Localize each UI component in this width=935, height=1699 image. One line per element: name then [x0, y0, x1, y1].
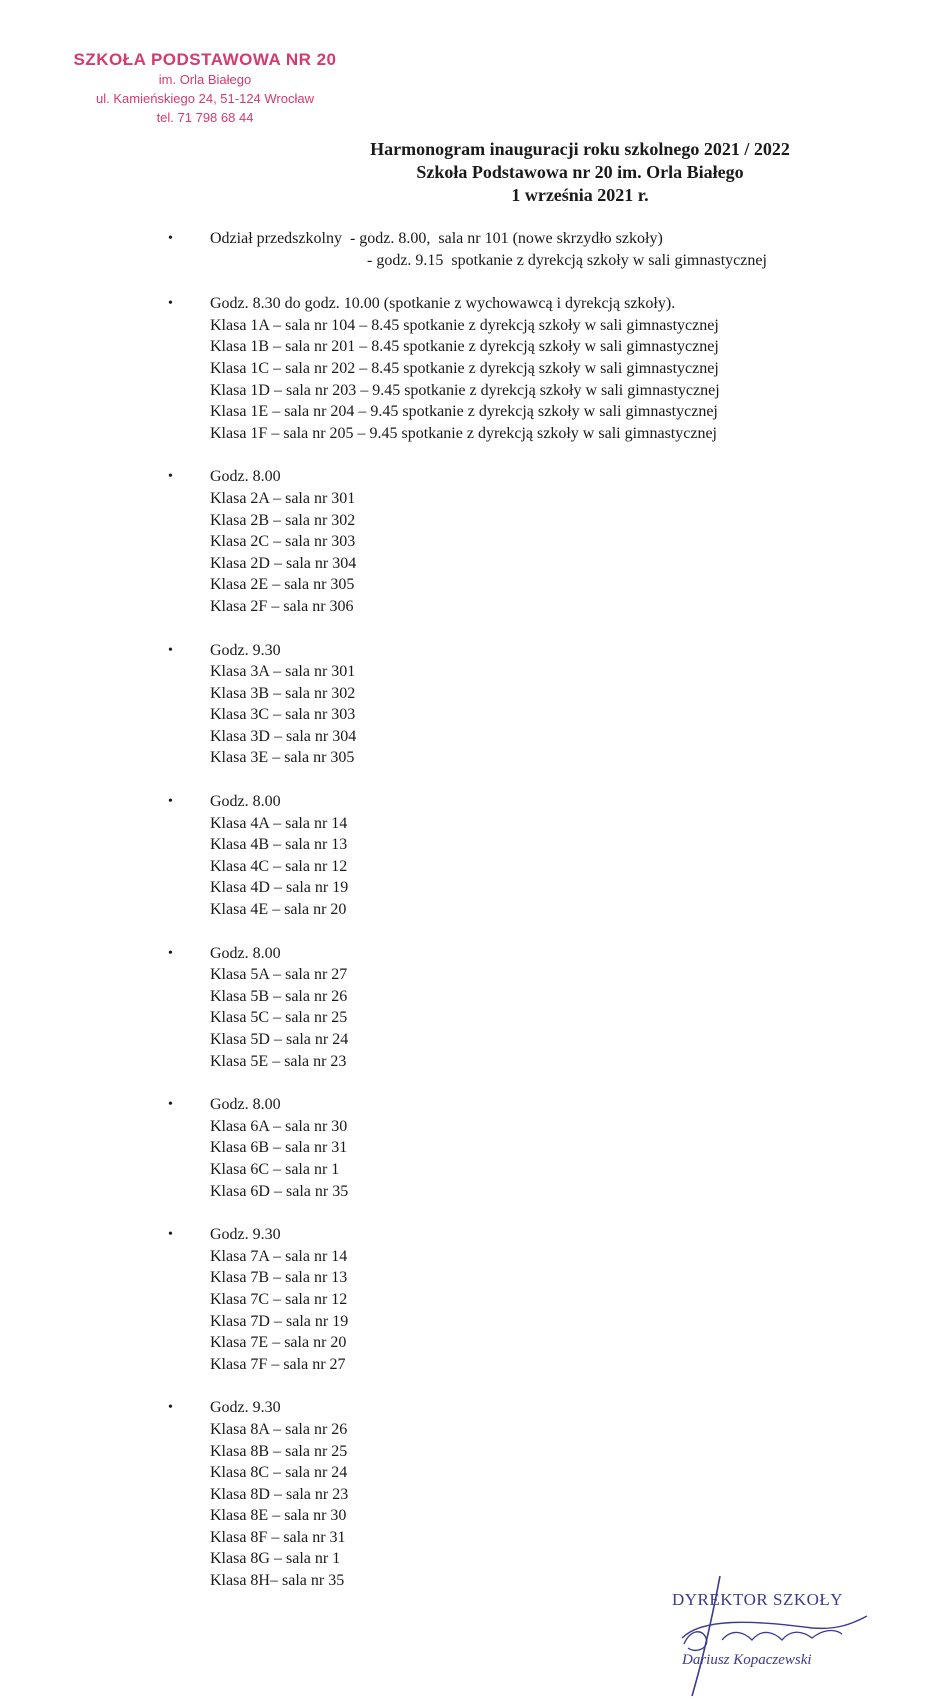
schedule-list	[168, 228, 868, 1614]
stamp-address: ul. Kamieńskiego 24, 51-124 Wrocław	[96, 91, 314, 106]
schedule-heading: Godz. 8.00	[210, 944, 281, 962]
schedule-block	[168, 1224, 868, 1375]
schedule-block	[168, 466, 868, 617]
document-title	[300, 138, 860, 207]
schedule-line: Klasa 4D – sala nr 19	[210, 879, 349, 897]
schedule-heading: Godz. 9.30	[210, 1226, 281, 1244]
schedule-line: Klasa 5C – sala nr 25	[210, 1009, 348, 1027]
schedule-heading: Godz. 9.30	[210, 1399, 281, 1417]
title-line-1: Harmonogram inauguracji roku szkolnego 2021 / 2022	[370, 139, 790, 159]
schedule-line: Klasa 1E – sala nr 204 – 9.45 spotkanie z dyrekcją szkoły w sali gimnastycznej	[210, 403, 718, 421]
schedule-line: Klasa 7F – sala nr 27	[210, 1355, 346, 1373]
schedule-line: Klasa 2E – sala nr 305	[210, 576, 355, 594]
schedule-line: Klasa 4C – sala nr 12	[210, 857, 348, 875]
signature-scribble-icon	[662, 1568, 902, 1698]
schedule-line: Klasa 4E – sala nr 20	[210, 901, 347, 919]
schedule-line: Klasa 8B – sala nr 25	[210, 1442, 348, 1460]
schedule-block	[168, 1397, 868, 1591]
schedule-line: Klasa 6D – sala nr 35	[210, 1182, 349, 1200]
schedule-line: Klasa 3D – sala nr 304	[210, 727, 357, 745]
bullet-icon: •	[168, 945, 173, 961]
schedule-line: Klasa 3A – sala nr 301	[210, 663, 356, 681]
bullet-icon: •	[168, 642, 173, 658]
schedule-line: Klasa 4B – sala nr 13	[210, 836, 348, 854]
schedule-block	[168, 943, 868, 1073]
schedule-line: Klasa 1C – sala nr 202 – 8.45 spotkanie z dyrekcją szkoły w sali gimnastycznej	[210, 359, 719, 377]
title-line-3: 1 września 2021 r.	[511, 185, 649, 205]
schedule-line: Klasa 7C – sala nr 12	[210, 1290, 348, 1308]
schedule-line: Klasa 6A – sala nr 30	[210, 1117, 348, 1135]
schedule-line: Klasa 3C – sala nr 303	[210, 706, 356, 724]
bullet-icon: •	[168, 794, 173, 810]
schedule-line: Klasa 8D – sala nr 23	[210, 1485, 349, 1503]
signature-name: Dariusz Kopaczewski	[682, 1652, 812, 1668]
schedule-heading: Godz. 8.00	[210, 1096, 281, 1114]
title-line-2: Szkoła Podstawowa nr 20 im. Orla Białego	[416, 162, 744, 182]
schedule-line: Klasa 7A – sala nr 14	[210, 1247, 348, 1265]
schedule-line: Klasa 5A – sala nr 27	[210, 966, 348, 984]
bullet-icon: •	[168, 469, 173, 485]
schedule-line: Klasa 8H– sala nr 35	[210, 1572, 345, 1590]
schedule-heading: Godz. 8.30 do godz. 10.00 (spotkanie z wychowawcą i dyrekcją szkoły).	[210, 295, 676, 313]
stamp-school-name: SZKOŁA PODSTAWOWA NR 20	[73, 50, 337, 69]
schedule-line: Klasa 5D – sala nr 24	[210, 1031, 349, 1048]
schedule-line: Klasa 7D – sala nr 19	[210, 1312, 349, 1330]
bullet-icon: •	[168, 296, 173, 312]
schedule-line: Klasa 8A – sala nr 26	[210, 1420, 348, 1438]
schedule-heading: Odział przedszkolny - godz. 8.00, sala nr 101 (nowe skrzydło szkoły)	[210, 230, 663, 247]
school-stamp	[40, 50, 370, 127]
schedule-line: Klasa 1A – sala nr 104 – 8.45 spotkanie z dyrekcją szkoły w sali gimnastycznej	[210, 316, 719, 334]
schedule-line: Klasa 8E – sala nr 30	[210, 1507, 347, 1525]
schedule-line: Klasa 3B – sala nr 302	[210, 684, 356, 702]
schedule-line: Klasa 4A – sala nr 14	[210, 814, 348, 832]
schedule-line: Klasa 3E – sala nr 305	[210, 749, 355, 767]
schedule-heading: Godz. 8.00	[210, 793, 281, 811]
bullet-icon: •	[168, 1227, 173, 1243]
schedule-heading: Godz. 9.30	[210, 641, 281, 659]
schedule-line: Klasa 8C – sala nr 24	[210, 1464, 348, 1482]
schedule-line: Klasa 8G – sala nr 1	[210, 1550, 341, 1568]
schedule-line: Klasa 2C – sala nr 303	[210, 533, 356, 551]
schedule-line: Klasa 1D – sala nr 203 – 9.45 spotkanie z dyrekcją szkoły w sali gimnastycznej	[210, 381, 720, 399]
schedule-block	[168, 1094, 868, 1202]
bullet-icon: •	[168, 231, 173, 246]
schedule-block	[168, 293, 868, 444]
schedule-line: Klasa 2A – sala nr 301	[210, 489, 356, 507]
schedule-block	[168, 791, 868, 921]
director-signature	[662, 1568, 902, 1698]
bullet-icon: •	[168, 1097, 173, 1113]
signature-title: DYREKTOR SZKOŁY	[672, 1590, 844, 1609]
schedule-heading: Godz. 8.00	[210, 468, 281, 486]
schedule-line: Klasa 2B – sala nr 302	[210, 511, 356, 529]
schedule-block	[168, 640, 868, 770]
schedule-line: Klasa 5E – sala nr 23	[210, 1052, 347, 1070]
schedule-line: Klasa 1F – sala nr 205 – 9.45 spotkanie z dyrekcją szkoły w sali gimnastycznej	[210, 424, 717, 442]
schedule-line: Klasa 2D – sala nr 304	[210, 554, 357, 572]
schedule-block	[168, 228, 868, 271]
stamp-phone: tel. 71 798 68 44	[156, 110, 254, 125]
bullet-icon: •	[168, 1400, 173, 1416]
schedule-line: Klasa 8F – sala nr 31	[210, 1528, 346, 1546]
schedule-line: Klasa 6B – sala nr 31	[210, 1139, 348, 1157]
schedule-line: Klasa 7B – sala nr 13	[210, 1269, 348, 1287]
schedule-line: Klasa 2F – sala nr 306	[210, 597, 354, 615]
schedule-line: Klasa 1B – sala nr 201 – 8.45 spotkanie z dyrekcją szkoły w sali gimnastycznej	[210, 338, 719, 356]
schedule-line: Klasa 7E – sala nr 20	[210, 1334, 347, 1352]
schedule-line: Klasa 5B – sala nr 26	[210, 987, 348, 1005]
schedule-line: - godz. 9.15 spotkanie z dyrekcją szkoły w sali gimnastycznej	[367, 251, 767, 269]
stamp-patron: im. Orla Białego	[158, 72, 252, 87]
schedule-line: Klasa 6C – sala nr 1	[210, 1160, 340, 1178]
